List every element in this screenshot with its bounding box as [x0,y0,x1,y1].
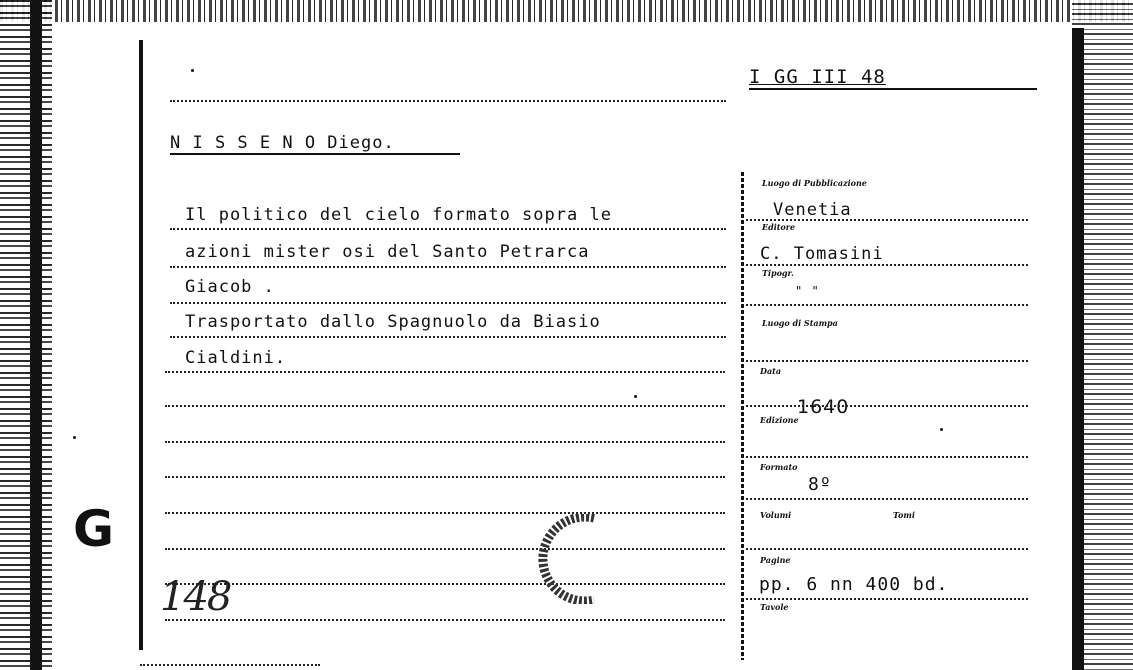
bottom-edge [140,664,320,666]
place-value: Venetia [773,200,852,220]
ruled-line [170,228,726,230]
pages-value: pp. 6 nn 400 bd. [759,574,949,595]
ruled-line [165,476,725,478]
ruled-line [746,456,1028,458]
format-value: 8º [808,474,832,495]
ruled-line [165,619,725,621]
ruled-line [170,266,726,268]
ruled-line [165,548,725,550]
section-letter: G [73,500,115,558]
ruled-line [746,405,1028,407]
card-left-edge [0,0,52,670]
speck [73,436,76,439]
edition-label: Edizione [760,415,799,425]
shelfmark-underline [749,88,1037,90]
title-line-1: Il politico del cielo formato sopra le [185,205,612,225]
card-left-border [30,0,42,670]
ruled-line [746,498,1028,500]
ruled-line [170,100,726,102]
inventory-number: 148 [160,574,231,620]
date-label: Data [760,366,781,376]
margin-rule [139,40,143,650]
ruled-line [746,219,1028,221]
place-label: Luogo di Pubblicazione [762,178,867,188]
ruled-line [170,336,726,338]
title-line-3: Giacob . [185,277,275,297]
ruled-line [165,512,725,514]
ruled-line [746,548,1028,550]
date-value: 1640 [797,396,850,418]
author-heading: N I S S E N O Diego. [170,133,395,153]
print-place-label: Luogo di Stampa [762,318,838,328]
format-label: Formato [760,462,798,472]
ruled-line [170,302,726,304]
ruled-line [746,304,1028,306]
printer-value: " " [795,284,820,298]
printer-label: Tipogr. [762,268,794,278]
volumes-label: Volumi [760,510,792,520]
tomes-label: Tomi [893,510,915,520]
publisher-value: C. Tomasini [760,244,884,264]
ruled-line [746,360,1028,362]
title-line-4: Trasportato dallo Spagnuolo da Biasio [185,312,601,332]
author-underline [170,153,460,155]
column-rule [741,172,744,660]
ruled-line [165,583,725,585]
ruled-line [165,441,725,443]
ruled-line [746,264,1028,266]
speck [191,69,194,72]
title-line-5: Cialdini. [185,348,287,368]
plates-label: Tavole [760,602,789,612]
ruled-line [165,371,725,373]
pages-label: Pagine [760,555,791,565]
shelfmark: I GG III 48 [749,66,886,88]
card-right-border [1072,28,1084,670]
speck [634,395,637,398]
card-top-edge [0,0,1133,22]
library-stamp [534,514,614,604]
ruled-line [165,405,725,407]
publisher-label: Editore [762,222,796,232]
speck [940,428,943,431]
title-line-2: azioni mister osi del Santo Petrarca [185,242,590,262]
ruled-line [746,598,1028,600]
